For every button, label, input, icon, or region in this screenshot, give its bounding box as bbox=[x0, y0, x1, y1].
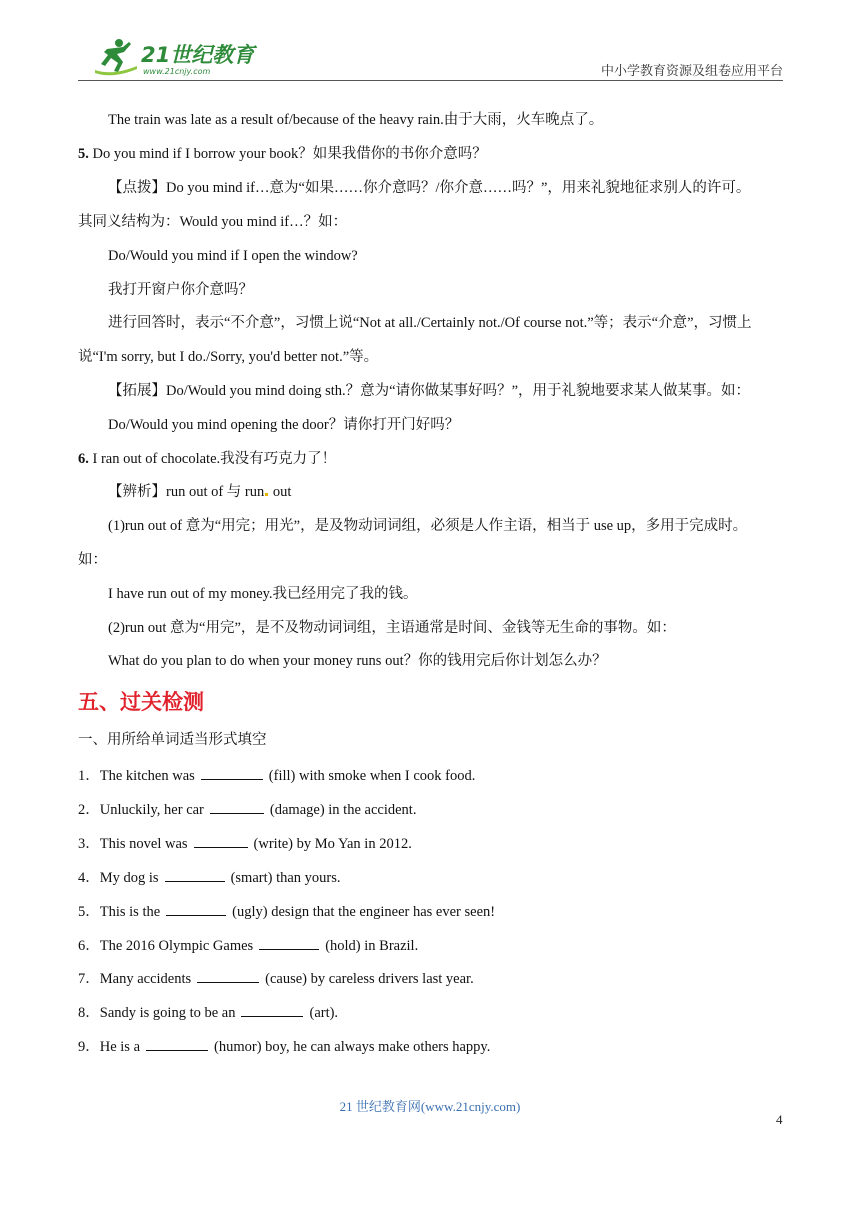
exercise-text-after: (damage) in the accident. bbox=[269, 801, 417, 818]
text-line: The train was late as a result of/because of the heavy rain.由于大雨，火车晚点了。 bbox=[108, 112, 604, 128]
answer-blank[interactable] bbox=[201, 765, 263, 780]
exercise-text-before: Sandy is going to be an bbox=[99, 1005, 236, 1022]
item-5 bbox=[78, 145, 487, 163]
explain-line: (1)run out of 意为“用完；用光”，是及物动词词组，必须是人作主语，相当于 use up，多用于完成时。 bbox=[108, 518, 748, 534]
exercise-text-after: (humor) boy, he can always make others happy. bbox=[214, 1039, 491, 1056]
exercise-text-before: This novel was bbox=[99, 835, 188, 852]
section-title: 五、过关检测 bbox=[78, 690, 204, 714]
answer-blank[interactable] bbox=[241, 1002, 303, 1017]
answer-blank[interactable] bbox=[165, 867, 225, 882]
example-line: Do/Would you mind if I open the window? bbox=[108, 248, 358, 264]
exercise-number: 6． bbox=[78, 937, 100, 954]
reply-line: 进行回答时，表示“不介意”，习惯上说“Not at all./Certainly not./Of course not.”等；表示“介意”，习惯上 bbox=[108, 315, 752, 331]
exercise-text-after: (write) by Mo Yan in 2012. bbox=[253, 835, 412, 852]
exercise-text-before: The 2016 Olympic Games bbox=[99, 937, 254, 954]
dianbo-line: 其同义结构为：Would you mind if…？如： bbox=[78, 214, 348, 230]
example-line: Do/Would you mind opening the door？请你打开门好吗？ bbox=[108, 417, 460, 433]
bianxi-text: out bbox=[269, 484, 292, 500]
answer-blank[interactable] bbox=[146, 1036, 208, 1051]
exercise-item bbox=[78, 1002, 338, 1022]
answer-blank[interactable] bbox=[259, 935, 319, 950]
answer-blank[interactable] bbox=[197, 968, 259, 983]
item-6 bbox=[78, 450, 336, 468]
tuozhan-line: 【拓展】Do/Would you mind doing sth.？意为“请你做某事好吗？”，用于礼貌地要求某人做某事。如： bbox=[108, 383, 751, 399]
page-number: 4 bbox=[776, 1112, 783, 1127]
answer-blank[interactable] bbox=[166, 901, 226, 916]
exercise-text-after: (cause) by careless drivers last year. bbox=[265, 971, 474, 988]
exercise-text-before: The kitchen was bbox=[99, 768, 195, 784]
svg-text:21世纪教育: 21世纪教育 bbox=[141, 43, 255, 67]
item-text: Do you mind if I borrow your book？如果我借你的书你介意吗？ bbox=[88, 146, 487, 162]
runner-icon bbox=[95, 39, 137, 75]
bianxi-line bbox=[108, 483, 291, 501]
exercise-number: 3． bbox=[78, 835, 100, 852]
bianxi-text: 【辨析】run out of 与 run bbox=[108, 484, 265, 500]
item-number: 5. bbox=[78, 146, 89, 162]
dianbo-line: 【点拨】Do you mind if…意为“如果……你介意吗？/你介意……吗？”，用来礼貌地征求别人的许可。 bbox=[108, 180, 751, 196]
exercise-item bbox=[78, 935, 418, 955]
explain-line: 如： bbox=[78, 552, 107, 568]
platform-name: 中小学教育资源及组卷应用平台 bbox=[600, 63, 783, 78]
exercise-number: 8． bbox=[78, 1005, 100, 1022]
exercise-text-after: (art). bbox=[309, 1005, 339, 1022]
exercise-item bbox=[78, 867, 341, 887]
exercise-text-before: Unluckily, her car bbox=[99, 801, 204, 818]
exercise-text-before: Many accidents bbox=[99, 971, 192, 988]
exercise-item bbox=[78, 799, 416, 819]
exercise-item bbox=[78, 833, 412, 853]
exercise-number: 1． bbox=[78, 768, 100, 784]
exercise-number: 9． bbox=[78, 1039, 100, 1056]
exercise-number: 7． bbox=[78, 971, 100, 988]
explain-line: (2)run out 意为“用完”，是不及物动词词组，主语通常是时间、金钱等无生命的事物。如： bbox=[108, 620, 676, 636]
item-number: 6. bbox=[78, 451, 89, 467]
item-text: I ran out of chocolate.我没有巧克力了！ bbox=[88, 451, 337, 467]
example-translation: 我打开窗户你介意吗？ bbox=[108, 282, 253, 298]
example-line: I have run out of my money.我已经用完了我的钱。 bbox=[108, 586, 418, 602]
exercise-number: 2． bbox=[78, 801, 100, 818]
exercise-text-after: (ugly) design that the engineer has ever seen! bbox=[232, 903, 496, 920]
example-line: What do you plan to do when your money runs out？你的钱用完后你计划怎么办？ bbox=[108, 653, 607, 669]
exercise-text-before: He is a bbox=[99, 1039, 141, 1056]
exercise-number: 4． bbox=[78, 869, 100, 886]
exercise-item bbox=[78, 765, 475, 785]
reply-line: 说“I'm sorry, but I do./Sorry, you'd better not.”等。 bbox=[78, 349, 379, 365]
exercise-text-before: My dog is bbox=[99, 869, 159, 886]
exercise-item bbox=[78, 901, 495, 921]
marker-dot bbox=[265, 493, 268, 496]
exercise-heading: 一、用所给单词适当形式填空 bbox=[78, 732, 267, 748]
answer-blank[interactable] bbox=[210, 799, 264, 814]
exercise-text-before: This is the bbox=[99, 903, 161, 920]
exercise-text-after: (smart) than yours. bbox=[230, 869, 341, 886]
exercise-text-after: (fill) with smoke when I cook food. bbox=[268, 768, 476, 784]
header-divider bbox=[78, 80, 783, 81]
svg-text:www.21cnjy.com: www.21cnjy.com bbox=[143, 67, 211, 76]
site-logo bbox=[93, 36, 258, 78]
exercise-item bbox=[78, 968, 474, 988]
page-header bbox=[78, 30, 783, 80]
exercise-number: 5． bbox=[78, 903, 100, 920]
exercise-item bbox=[78, 1036, 490, 1056]
footer-link[interactable]: 21 世纪教育网(www.21cnjy.com) bbox=[339, 1099, 521, 1114]
answer-blank[interactable] bbox=[194, 833, 248, 848]
exercise-text-after: (hold) in Brazil. bbox=[325, 937, 419, 954]
